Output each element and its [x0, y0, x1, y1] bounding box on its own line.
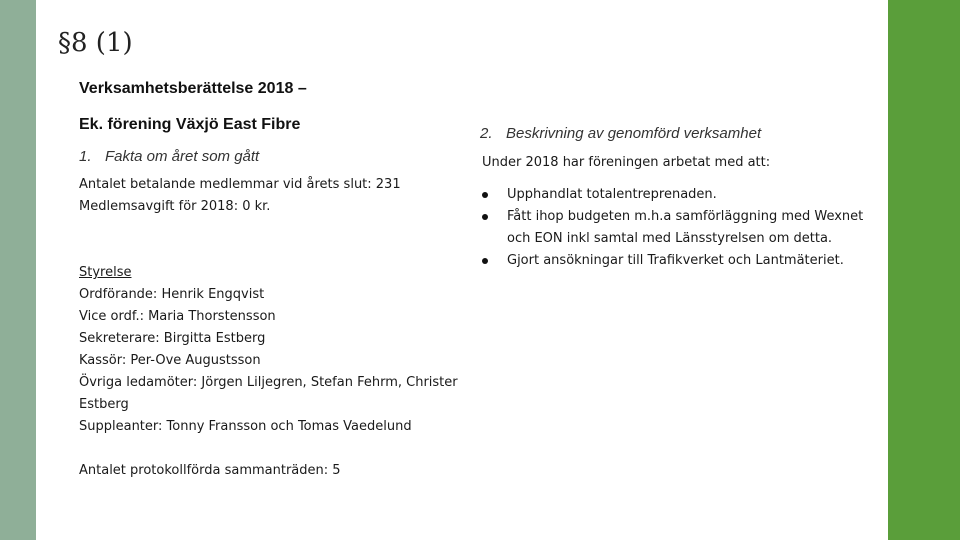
board-line: Estberg	[79, 397, 129, 412]
bullet-icon	[482, 214, 488, 220]
board-line: Suppleanter: Tonny Fransson och Tomas Vaedelund	[79, 419, 412, 434]
list-item-text: Gjort ansökningar till Trafikverket och Lantmäteriet.	[507, 253, 844, 268]
bullet-icon	[482, 258, 488, 264]
board-line: Övriga ledamöter: Jörgen Liljegren, Stefan Fehrm, Christer	[79, 375, 458, 390]
board-line: Kassör: Per-Ove Augustsson	[79, 353, 261, 368]
right-subheading-text: Beskrivning av genomförd verksamhet	[506, 125, 762, 142]
board-heading: Styrelse	[79, 265, 132, 280]
activities-intro: Under 2018 har föreningen arbetat med att:	[482, 155, 771, 170]
left-accent-bar	[0, 0, 36, 540]
right-subheading-number: 2.	[480, 125, 493, 142]
board-line: Vice ordf.: Maria Thorstensson	[79, 309, 276, 324]
list-item	[482, 250, 882, 272]
report-heading: Verksamhetsberättelse 2018 –	[79, 80, 307, 97]
right-subheading	[480, 125, 761, 142]
activities-list	[482, 184, 882, 272]
facts-block	[79, 174, 401, 218]
list-item-text: Upphandlat totalentreprenaden.	[507, 187, 717, 202]
bullet-icon	[482, 192, 488, 198]
board-line: Sekreterare: Birgitta Estberg	[79, 331, 266, 346]
left-subheading	[79, 148, 259, 165]
board-line: Ordförande: Henrik Engqvist	[79, 287, 265, 302]
list-item	[482, 206, 882, 250]
slide-title: §8 (1)	[58, 28, 133, 58]
list-item	[482, 184, 882, 206]
board-block	[79, 262, 458, 438]
meetings-line: Antalet protokollförda sammanträden: 5	[79, 463, 341, 478]
left-subheading-number: 1.	[79, 148, 92, 165]
fact-fee: Medlemsavgift för 2018: 0 kr.	[79, 199, 271, 214]
right-accent-bar	[888, 0, 960, 540]
left-subheading-text: Fakta om året som gått	[105, 148, 260, 165]
list-item-text: Fått ihop budgeten m.h.a samförläggning med Wexnet och EON inkl samtal med Länsstyrelsen om detta.	[507, 209, 864, 246]
fact-members: Antalet betalande medlemmar vid årets slut: 231	[79, 177, 401, 192]
association-heading: Ek. förening Växjö East Fibre	[79, 116, 301, 133]
